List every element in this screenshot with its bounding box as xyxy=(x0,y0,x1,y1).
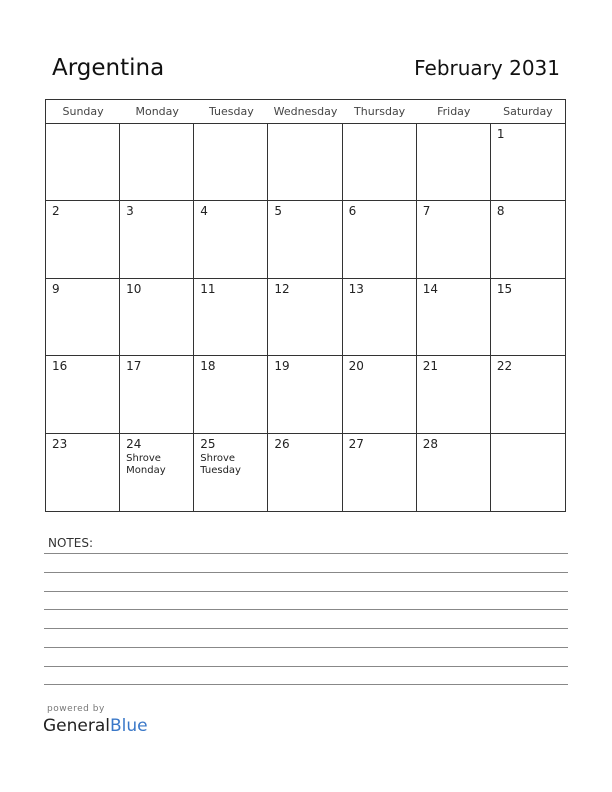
weekday-header: Saturday xyxy=(491,100,565,124)
day-cell xyxy=(417,279,491,356)
day-cell xyxy=(268,279,342,356)
day-cell xyxy=(46,434,120,511)
day-number: 5 xyxy=(274,204,283,219)
day-cell xyxy=(491,356,565,433)
generalblue-logo xyxy=(43,716,148,736)
holiday-label: Shrove Tuesday xyxy=(200,452,241,476)
weekday-header: Wednesday xyxy=(268,100,342,124)
day-number: 6 xyxy=(348,204,357,219)
day-cell xyxy=(194,201,268,278)
brand-blue: Blue xyxy=(110,716,148,736)
day-cell xyxy=(268,124,342,201)
powered-by-text: powered by xyxy=(47,704,105,714)
notes-line xyxy=(44,684,568,685)
day-number: 28 xyxy=(422,436,438,451)
day-cell xyxy=(194,124,268,201)
day-cell xyxy=(194,279,268,356)
weekday-header: Thursday xyxy=(343,100,417,124)
day-cell xyxy=(46,201,120,278)
day-cell xyxy=(120,356,194,433)
month-year-title: February 2031 xyxy=(414,56,560,80)
day-number: 21 xyxy=(422,359,438,374)
notes-line xyxy=(44,553,568,554)
day-cell xyxy=(46,124,120,201)
day-cell xyxy=(343,434,417,511)
day-number: 18 xyxy=(200,359,216,374)
brand-general: General xyxy=(43,716,110,736)
calendar-grid xyxy=(45,99,566,512)
day-number: 27 xyxy=(348,436,364,451)
day-number: 8 xyxy=(496,204,505,219)
country-title: Argentina xyxy=(52,55,165,81)
day-number: 26 xyxy=(274,436,290,451)
day-number: 11 xyxy=(200,281,216,296)
day-cell xyxy=(491,279,565,356)
day-number: 15 xyxy=(496,281,513,296)
weekday-header: Friday xyxy=(417,100,491,124)
notes-label: NOTES: xyxy=(48,536,93,550)
notes-line xyxy=(44,628,568,629)
day-number: 20 xyxy=(348,359,364,374)
holiday-label: Shrove Monday xyxy=(126,452,166,476)
day-cell xyxy=(417,434,491,511)
day-cell xyxy=(417,124,491,201)
day-cell xyxy=(343,279,417,356)
weekday-header: Tuesday xyxy=(194,100,268,124)
day-cell xyxy=(268,434,342,511)
day-number: 10 xyxy=(126,281,142,296)
weekday-header: Sunday xyxy=(46,100,120,124)
day-cell xyxy=(194,356,268,433)
day-number: 3 xyxy=(126,204,134,219)
notes-line xyxy=(44,591,568,592)
day-cell xyxy=(343,356,417,433)
day-cell xyxy=(343,124,417,201)
day-number: 4 xyxy=(200,204,208,219)
day-cell xyxy=(194,434,268,511)
day-number: 1 xyxy=(496,127,505,141)
day-number: 9 xyxy=(52,281,60,296)
day-cell xyxy=(46,279,120,356)
day-number: 2 xyxy=(52,204,60,219)
day-number: 25 xyxy=(200,436,216,451)
day-cell xyxy=(120,201,194,278)
day-cell xyxy=(120,434,194,511)
day-number: 19 xyxy=(274,359,290,374)
day-number: 22 xyxy=(496,359,513,374)
day-number: 13 xyxy=(348,281,364,296)
day-number: 7 xyxy=(422,204,431,219)
day-cell xyxy=(120,124,194,201)
day-number: 14 xyxy=(422,281,438,296)
day-cell xyxy=(417,201,491,278)
day-number: 24 xyxy=(126,436,142,451)
day-cell xyxy=(46,356,120,433)
day-number: 17 xyxy=(126,359,142,374)
day-cell xyxy=(491,434,565,511)
day-number: 23 xyxy=(52,436,68,451)
notes-line xyxy=(44,609,568,610)
day-number: 12 xyxy=(274,281,290,296)
day-cell xyxy=(491,124,565,201)
day-cell xyxy=(268,356,342,433)
day-cell xyxy=(417,356,491,433)
notes-line xyxy=(44,666,568,667)
notes-line xyxy=(44,647,568,648)
day-cell xyxy=(268,201,342,278)
day-cell xyxy=(491,201,565,278)
notes-line xyxy=(44,572,568,573)
day-cell xyxy=(120,279,194,356)
day-cell xyxy=(343,201,417,278)
weekday-header: Monday xyxy=(120,100,194,124)
day-number: 16 xyxy=(52,359,68,374)
